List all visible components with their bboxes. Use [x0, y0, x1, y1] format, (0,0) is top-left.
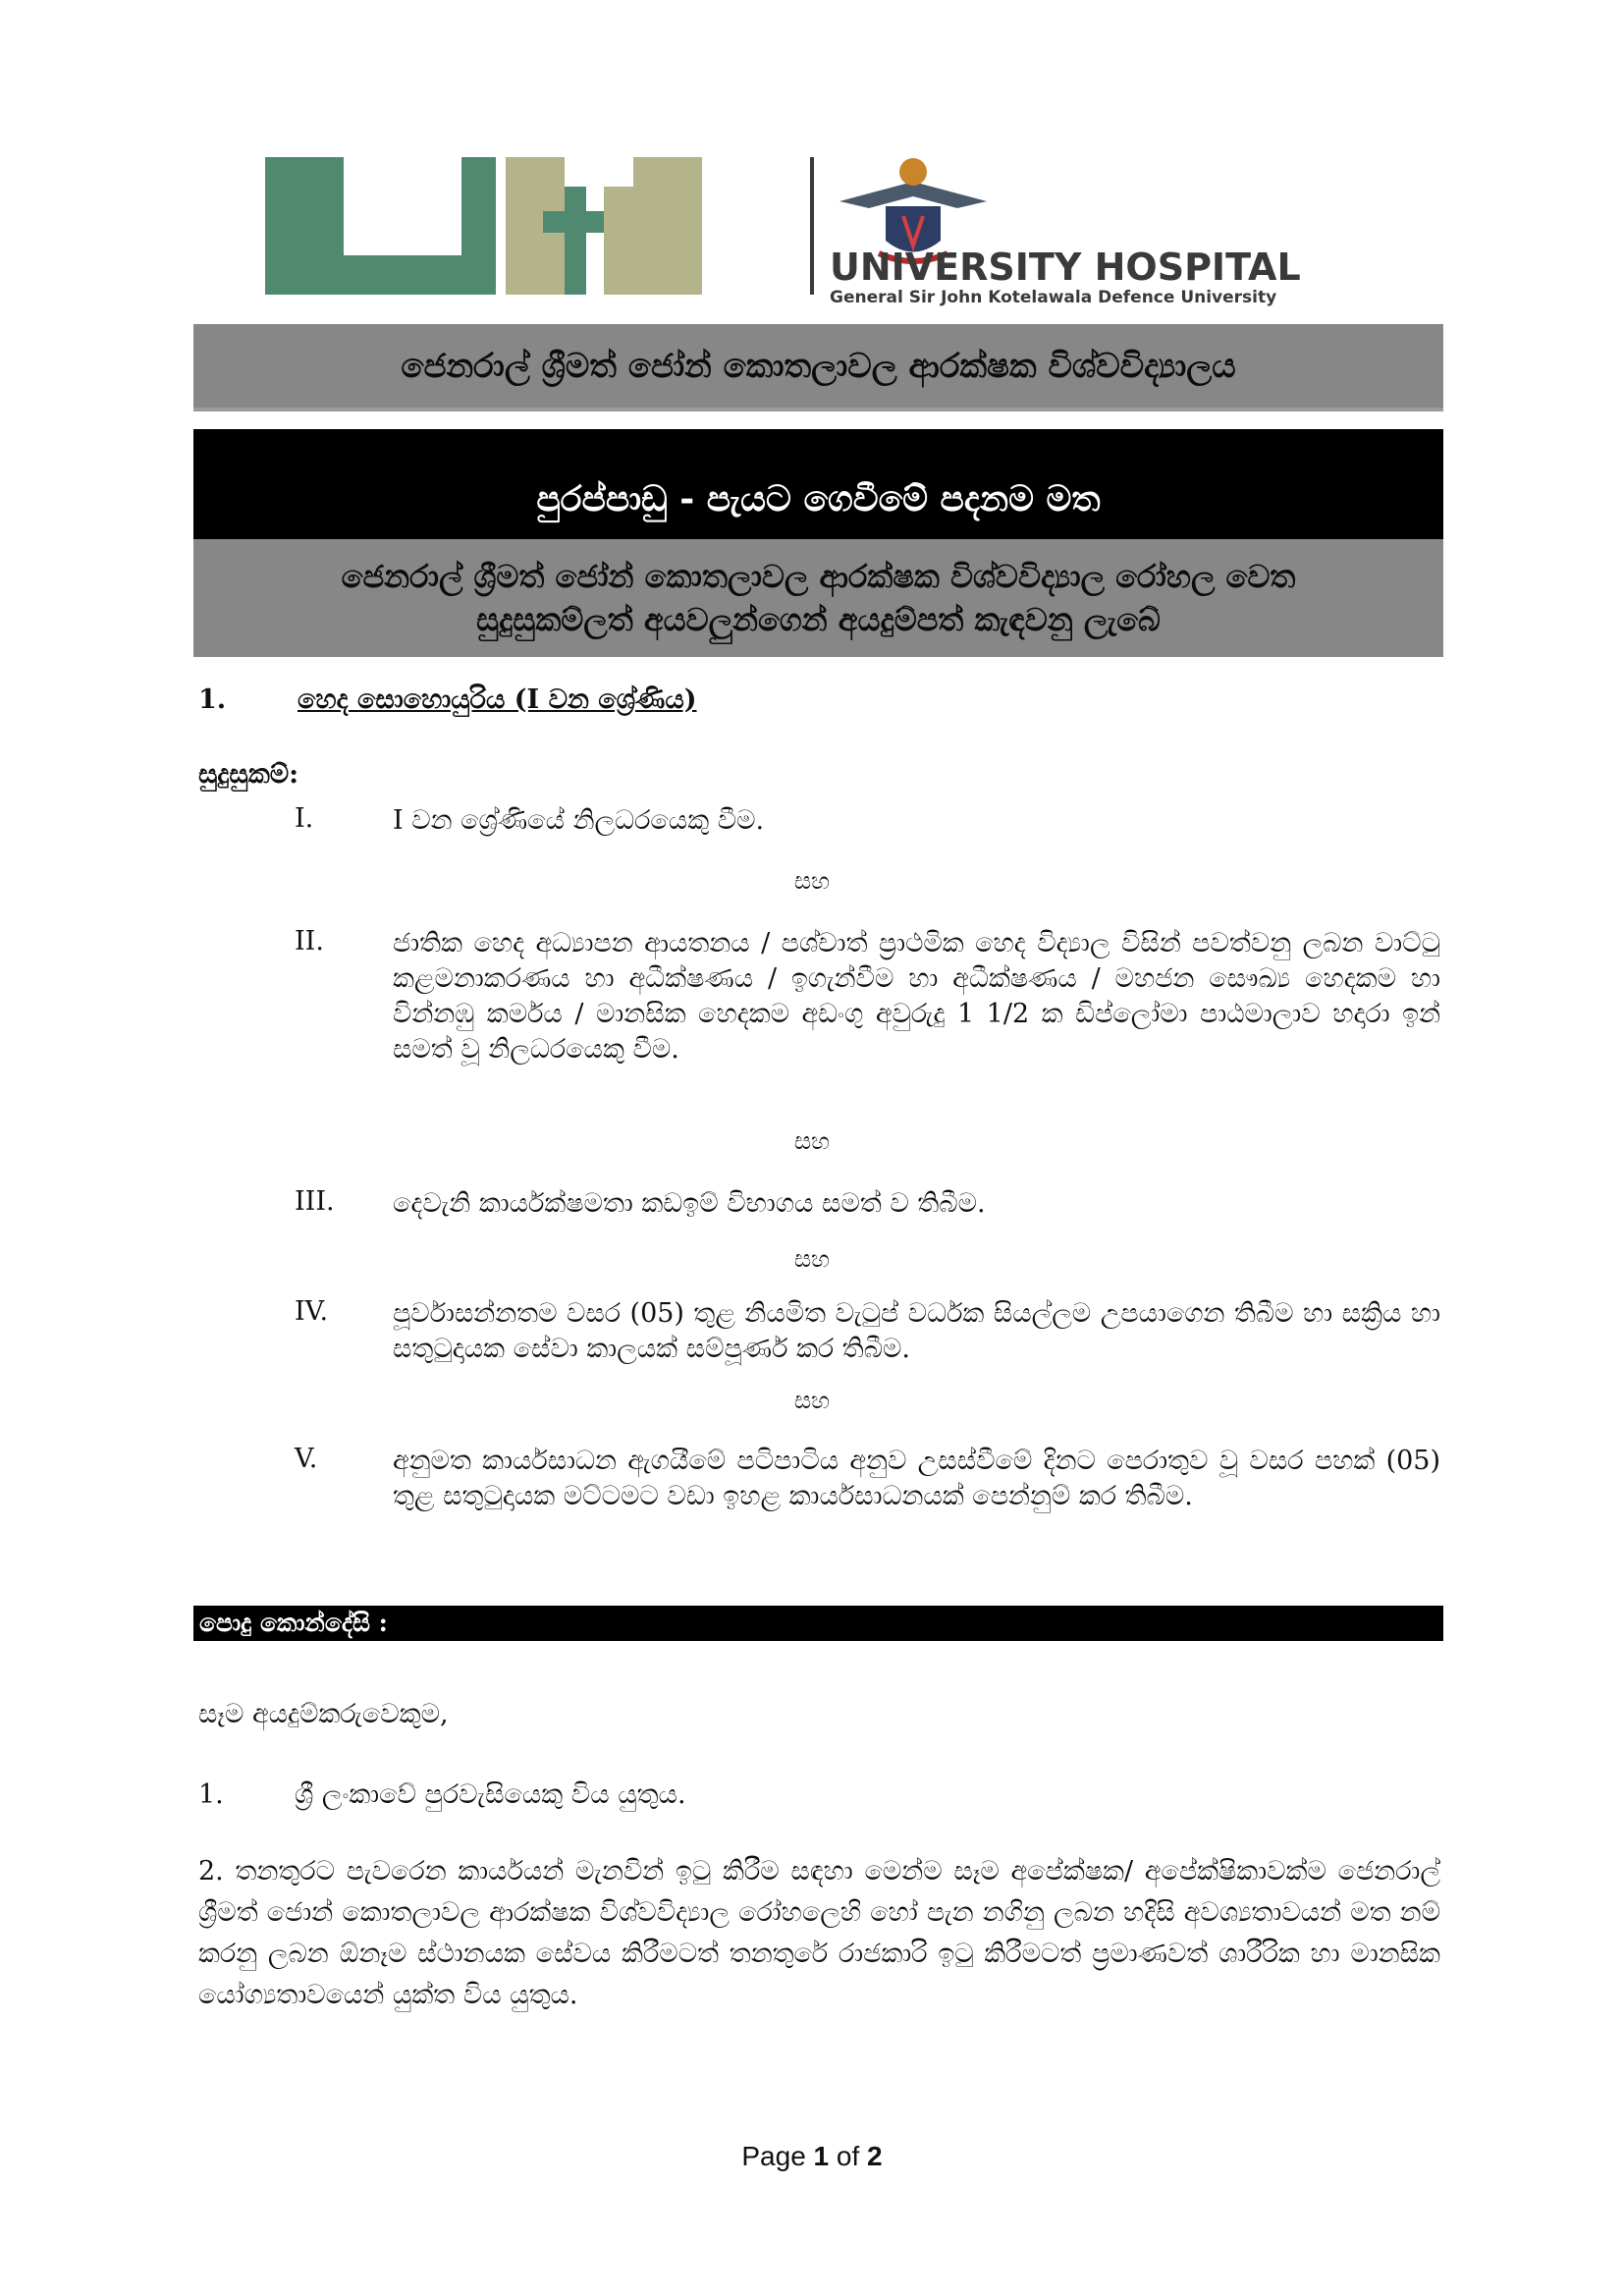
university-name-banner: [193, 324, 1443, 408]
general-conditions-label: පොදු කොන්දේසි :: [199, 1609, 388, 1637]
qualification-numeral: II.: [295, 926, 324, 957]
invitation-line-1: ජෙනරාල් ශ්‍රීමත් ජෝන් කොතලාවල ආරක්ෂක විශ්වවිද්‍යාල රෝහල වෙත: [341, 558, 1296, 595]
qualification-numeral: IV.: [295, 1296, 329, 1327]
vacancy-banner: [193, 459, 1443, 539]
and-connector: සහ: [793, 1127, 831, 1155]
vacancy-title: පුරප්පාඩු - පැයට ගෙවීමේ පදනම මත: [536, 477, 1101, 519]
and-connector: සහ: [793, 1245, 831, 1273]
of-label: of: [829, 2141, 868, 2171]
applicant-intro: සෑම අයදුම්කරුවෙකුම,: [198, 1699, 449, 1729]
logo-cross-vertical: [565, 187, 586, 295]
university-name: ජෙනරාල් ශ්‍රීමත් ජෝන් කොතලාවල ආරක්ෂක විශ්වවිද්‍යාලය: [401, 346, 1236, 386]
banner-divider: [193, 408, 1443, 411]
and-connector: සහ: [793, 1387, 831, 1414]
qualifications-label: සුදුසුකම්:: [198, 759, 299, 790]
post-number: 1.: [198, 684, 227, 715]
university-hospital-logo: [265, 147, 1355, 314]
page-label: Page: [741, 2141, 814, 2171]
logo-u-shape: [265, 157, 496, 295]
logo-title: UNIVERSITY HOSPITAL: [830, 246, 1301, 289]
qualification-text: අනුමත කාර්යසාධන ඇගයීමේ පටිපාටිය අනුව උසස්වීමේ දිනට පෙරාතුව වූ වසර පහක් (05) තුළ සතුටුදායක මට්ටමට වඩා ඉහළ කාර්යසාධනයක් පෙන්නුම් කර තිබීම.: [393, 1446, 1440, 1511]
qualification-text: දෙවැනි කාර්යක්ෂමතා කඩඉම් විභාගය සමත් ව තිබීම.: [393, 1188, 986, 1219]
logo-divider: [810, 157, 814, 295]
and-connector: සහ: [793, 867, 831, 895]
logo-subtitle: General Sir John Kotelawala Defence University: [830, 288, 1277, 307]
total-pages: 2: [867, 2141, 883, 2171]
invitation-line-2: සුදුසුකම්ලත් අයවලුන්ගෙන් අයදුම්පත් කැඳවනු ලැබේ: [476, 601, 1161, 638]
invitation-banner: [193, 539, 1443, 657]
current-page: 1: [813, 2141, 830, 2171]
banner-black-strip: [193, 429, 1443, 459]
qualification-numeral: III.: [295, 1186, 335, 1217]
post-title: හෙද සොහොයුරිය (I වන ශ්‍රේණිය): [298, 684, 697, 715]
condition-text: ශ්‍රී ලංකාවේ පුරවැසියෙකු විය යුතුය.: [295, 1779, 686, 1810]
qualification-numeral: I.: [295, 803, 314, 834]
qualification-numeral: V.: [295, 1444, 318, 1474]
general-conditions-bar: [193, 1606, 1443, 1641]
qualification-text: ජාතික හෙද අධ්‍යාපන ආයතනය / පශ්චාත් ප්‍රාථමික හෙද විද්‍යාල විසින් පවත්වනු ලබන වාට්ටු කළමනාකරණය හා අධීක්ෂණය / ඉගැන්වීම හා අධීක්ෂණය / මහජන සෞඛ්‍ය හෙදකම හා වින්නඹු කර්මය / මානසික හෙදකම අඩංගු අවුරුදු 1 1/2 ක ඩිප්ලෝමා පාඨමාලාව හදාරා ඉන් සමත් වූ නිලධරයෙකු වීම.: [393, 928, 1440, 1065]
qualification-text: පූර්වාසන්නතම වසර (05) තුළ නියමිත වැටුප් වර්ධක සියල්ලම උපයාගෙන තිබීම හා සක්‍රිය හා සතුටුදායක සේවා කාලයක් සම්පූර්ණ කර තිබීම.: [393, 1298, 1440, 1364]
page-indicator: [0, 2141, 1624, 2172]
qualification-text: I වන ශ්‍රේණියේ නිලධරයෙකු වීම.: [393, 805, 765, 836]
condition-paragraph: 2. තනතුරට පැවරෙන කාර්යයන් මැනවින් ඉටු කිරීම සඳහා මෙන්ම සෑම අපේක්ෂක/ අපේක්ෂිකාවක්ම ජෙනරාල් ශ්‍රීමත් ජොන් කොතලාවල ආරක්ෂක විශ්වවිද්‍යාල රෝහලෙහි හෝ පැන නගිනු ලබන හදිසි අවශ්‍යතාවයන් මත නම් කරනු ලබන ඕනෑම ස්ථානයක සේවය කිරීමටත් තනතුරේ රාජකාරි ඉටු කිරීමටත් ප්‍රමාණවත් ශාරීරික හා මානසික යෝග්‍යතාවයෙන් යුක්ත විය යුතුය.: [198, 1856, 1440, 2010]
condition-number: 1.: [198, 1779, 224, 1810]
logo-h-right: [633, 157, 702, 295]
